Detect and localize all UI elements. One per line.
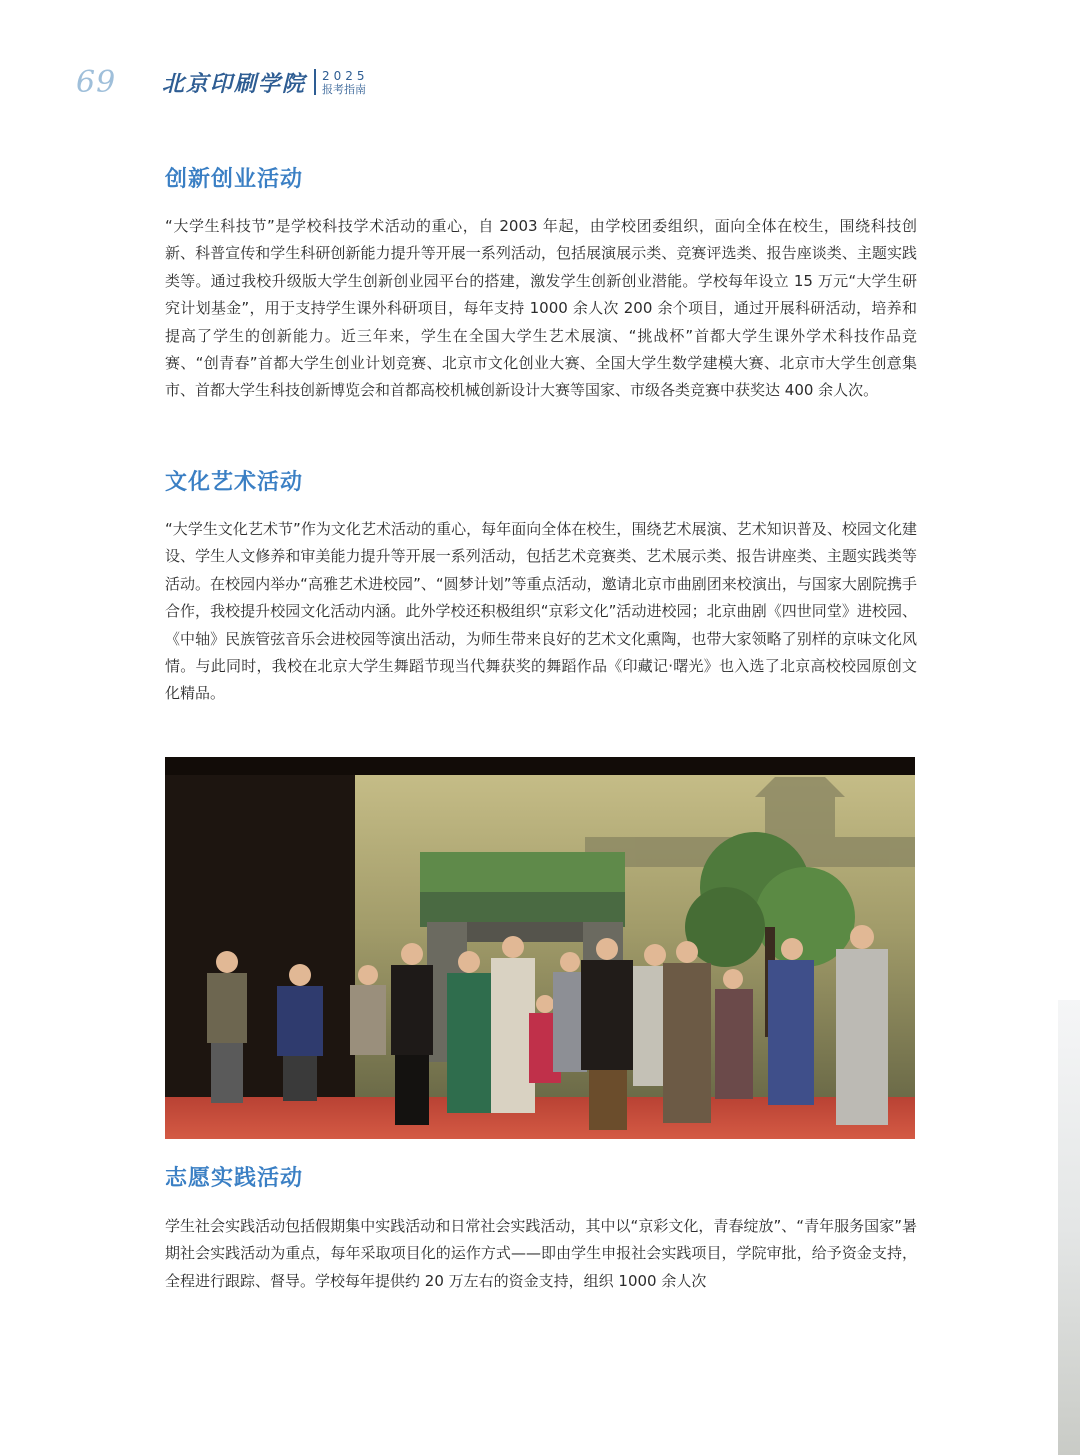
header-year: 2025 [322,68,369,83]
stage-performance-photo [165,757,915,1139]
section-title-innovation: 创新创业活动 [165,167,304,192]
header-meta [322,70,369,95]
section-body-volunteer: 学生社会实践活动包括假期集中实践活动和日常社会实践活动，其中以“京彩文化，青春绽放”、“青年服务国家”暑期社会实践活动为重点，每年采取项目化的运作方式——即由学生申报社会实践项目，学院审批，给予资金支持，全程进行跟踪、督导。学校每年提供约 20 万左右的资金支持，组织 1000 余人次 [165,1217,917,1290]
header-guide: 报考指南 [322,82,367,96]
page-header [76,60,369,104]
header-divider [314,69,316,95]
school-logo-text: 北京印刷学院 [162,70,307,97]
page-number: 69 [76,64,117,100]
section-title-culture: 文化艺术活动 [165,470,304,495]
section-body-culture: “大学生文化艺术节”作为文化艺术活动的重心，每年面向全体在校生，围绕艺术展演、艺术知识普及、校园文化建设、学生人文修养和审美能力提升等开展一系列活动，包括艺术竞赛类、艺术展示类、报告讲座类、主题实践类等活动。在校园内举办“高雅艺术进校园”、“圆梦计划”等重点活动，邀请北京市曲剧团来校演出，与国家大剧院携手合作，我校提升校园文化活动内涵。此外学校还积极组织“京彩文化”活动进校园；北京曲剧《四世同堂》进校园、《中轴》民族管弦音乐会进校园等演出活动，为师生带来良好的艺术文化熏陶，也带大家领略了别样的京味文化风情。与此同时，我校在北京大学生舞蹈节现当代舞获奖的舞蹈作品《印藏记·曙光》也入选了北京高校校园原创文化精品。 [165,520,917,703]
section-body-innovation: “大学生科技节”是学校科技学术活动的重心，自 2003 年起，由学校团委组织，面向全体在校生，围绕科技创新、科普宣传和学生科研创新能力提升等开展一系列活动，包括展演展示类、竞赛评选类、报告座谈类、主题实践类等。通过我校升级版大学生创新创业园平台的搭建，激发学生创新创业潜能。学校每年设立 15 万元“大学生研究计划基金”，用于支持学生课外科研项目，每年支持 1000 余人次 200 余个项目，通过开展科研活动，培养和提高了学生的创新能力。近三年来，学生在全国大学生艺术展演、“挑战杯”首都大学生课外学术科技作品竞赛、“创青春”首都大学生创业计划竞赛、北京市文化创业大赛、全国大学生数学建模大赛、北京市大学生创意集市、首都大学生科技创新博览会和首都高校机械创新设计大赛等国家、市级各类竞赛中获奖达 400 余人次。 [165,217,917,400]
adjacent-page-edge [1058,1000,1080,1455]
section-title-volunteer: 志愿实践活动 [165,1166,304,1191]
